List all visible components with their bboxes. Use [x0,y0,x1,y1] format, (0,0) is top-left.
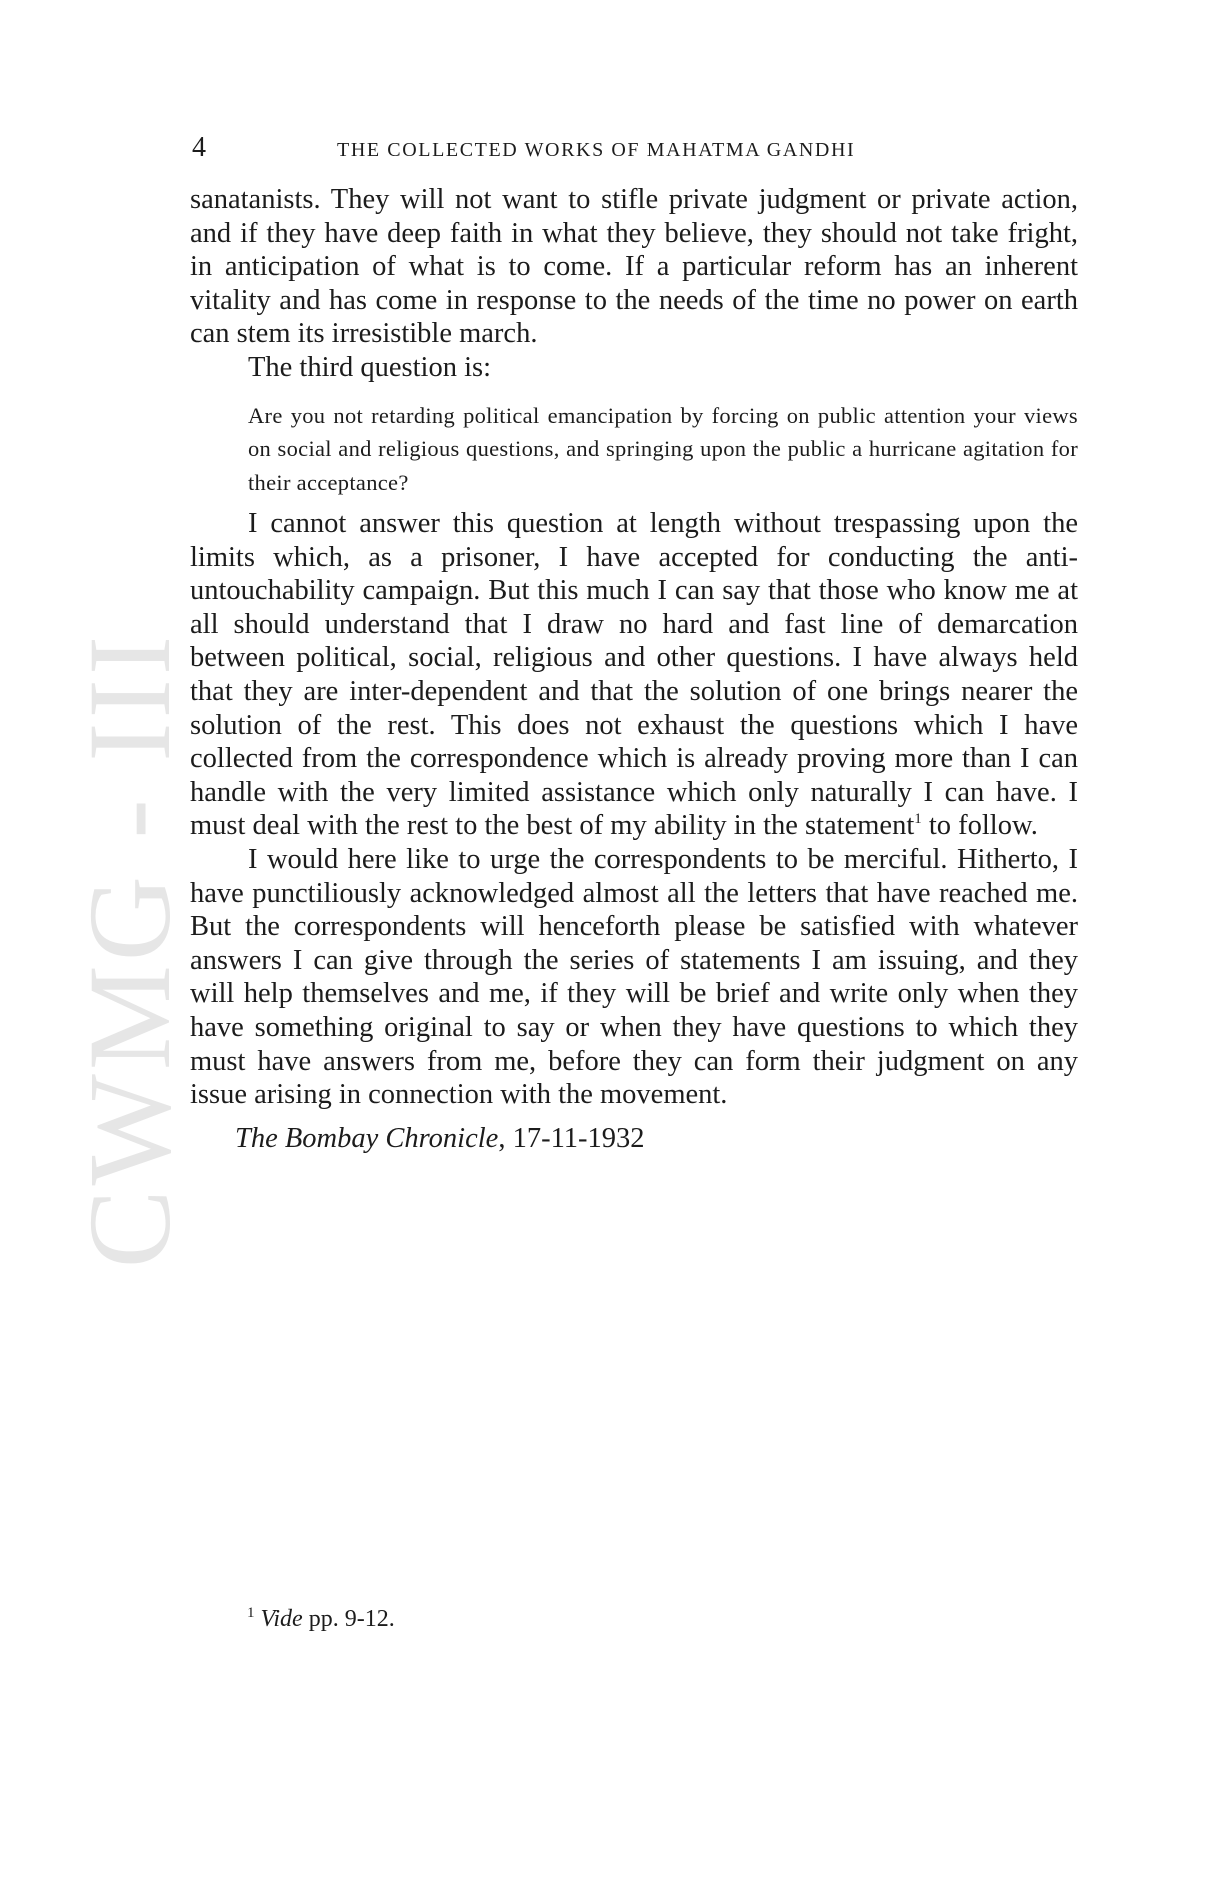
running-title: THE COLLECTED WORKS OF MAHATMA GANDHI [337,139,856,161]
paragraph-4: I would here like to urge the correspondents to be merciful. Hitherto, I have punctiliously acknowledged almost all the letters that have reached me. But the correspondents will henceforth please be satisfied with whatever answers I can give through the series of statements I am issuing, and they will help themselves and me, if they will be brief and write only when they have something original to say or when they have questions to which they must have answers from me, before they can form their judgment on any issue arising in connection with the movement. [190,844,1078,1111]
paragraph-3 [190,507,1078,843]
source-citation [235,1122,1078,1156]
footnote-marker: 1 [247,1605,255,1621]
source-title: The Bombay Chronicle [235,1122,499,1154]
footnote-reference: 1 [914,811,922,828]
watermark-text: CWMG - III [64,631,195,1269]
paragraph-3-text: I cannot answer this question at length without trespassing upon the limits which, as a prisoner, I have accepted for conducting the anti-untouchability campaign. But this much I can say that those who know me at all should understand that I draw no hard and fast line of demarcation between political, social, religious and other questions. I have always held that they are inter-dependent and that the solution of one brings nearer the solution of the rest. This does not exhaust the questions which I have collected from the correspondence which is already proving more than I can handle with the very limited assistance which only naturally I can have. I must deal with the rest to the best of my ability in the statement [190,508,1078,842]
main-text [190,183,1078,1156]
paragraph-3-tail: to follow. [921,810,1038,842]
source-date: , 17-11-1932 [498,1122,645,1154]
footnote-reference-text: pp. 9-12. [302,1606,395,1632]
block-quote: Are you not retarding political emancipation by forcing on public attention your views on social and religious questions, and springing upon the public a hurricane agitation for their acceptance? [248,402,1078,495]
paragraph-1: sanatanists. They will not want to stifle private judgment or private action, and if they have deep faith in what they believe, they should not take fright, in anticipation of what is to come. If a particular reform has an inherent vitality and has come in response to the needs of the time no power on earth can stem its irresistible march. [190,184,1078,350]
paragraph-2: The third question is: [248,351,492,383]
footnote [247,1604,395,1634]
page-number: 4 [192,132,206,163]
page-header [192,132,1092,172]
footnote-vide: Vide [260,1606,303,1632]
